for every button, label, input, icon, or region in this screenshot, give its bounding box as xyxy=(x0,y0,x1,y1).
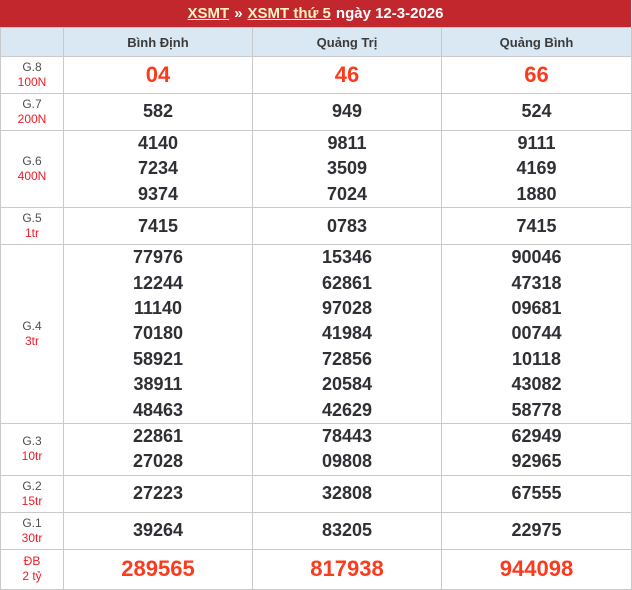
title-separator: » xyxy=(234,5,243,22)
result-cell xyxy=(253,131,442,208)
prize-row-g3 xyxy=(1,424,632,476)
prize-row-db xyxy=(1,549,632,589)
prize-label-cell xyxy=(1,94,64,131)
result-number: 15346 xyxy=(321,247,373,268)
result-number: 66 xyxy=(524,62,549,87)
result-number: 58921 xyxy=(132,348,184,369)
xsmt-day-link[interactable]: XSMT thứ 5 xyxy=(247,5,331,22)
result-number: 524 xyxy=(521,101,552,122)
column-header-quang-tri: Quảng Trị xyxy=(253,28,442,57)
result-cell xyxy=(253,424,442,476)
prize-name: G.4 xyxy=(22,319,42,334)
prize-amount: 400N xyxy=(17,169,47,184)
result-number: 27223 xyxy=(132,483,184,504)
prize-row-g8 xyxy=(1,57,632,94)
prize-label-cell xyxy=(1,131,64,208)
result-number: 7415 xyxy=(516,215,557,236)
prize-name: G.2 xyxy=(22,478,42,493)
result-number: 944098 xyxy=(499,556,574,582)
prize-label-cell xyxy=(1,57,64,94)
result-number: 10118 xyxy=(511,348,562,369)
prize-label-cell xyxy=(1,208,64,245)
result-number: 817938 xyxy=(310,556,384,582)
result-number: 27028 xyxy=(132,451,184,472)
result-cell xyxy=(442,57,632,94)
result-number: 7415 xyxy=(137,215,179,236)
prize-row-g4 xyxy=(1,245,632,424)
prize-name: G.1 xyxy=(22,515,42,530)
results-table xyxy=(0,27,632,590)
result-number: 9111 xyxy=(517,133,556,153)
result-cell xyxy=(64,549,253,589)
result-number: 9811 xyxy=(327,133,367,153)
prize-row-g1 xyxy=(1,512,632,549)
result-number: 38911 xyxy=(133,374,183,395)
result-cell xyxy=(64,475,253,512)
result-cell xyxy=(253,512,442,549)
table-header-row xyxy=(1,28,632,57)
result-number: 62949 xyxy=(511,426,562,447)
prize-label-cell xyxy=(1,424,64,476)
result-cell xyxy=(442,512,632,549)
result-cell xyxy=(442,475,632,512)
result-number: 58778 xyxy=(511,399,562,420)
prize-row-g6 xyxy=(1,131,632,208)
prize-name: G.3 xyxy=(22,434,42,449)
result-number: 09681 xyxy=(511,298,562,319)
result-number: 949 xyxy=(331,101,363,122)
result-cell xyxy=(64,424,253,476)
result-number: 4140 xyxy=(137,133,179,153)
result-cell xyxy=(253,475,442,512)
result-number: 92965 xyxy=(511,451,562,472)
result-number: 42629 xyxy=(321,399,373,420)
result-number: 48463 xyxy=(132,399,184,420)
result-number: 11140 xyxy=(133,298,183,319)
result-number: 72856 xyxy=(321,348,373,369)
result-cell xyxy=(64,512,253,549)
result-number: 46 xyxy=(334,62,360,87)
prize-label-cell xyxy=(1,549,64,589)
result-number: 1880 xyxy=(516,183,557,204)
result-number: 582 xyxy=(142,101,174,122)
prize-name: G.6 xyxy=(22,154,42,169)
result-number: 43082 xyxy=(511,374,562,395)
prize-name: G.5 xyxy=(22,211,42,226)
result-number: 83205 xyxy=(321,520,373,541)
result-number: 04 xyxy=(145,62,171,87)
prize-row-g5 xyxy=(1,208,632,245)
title-date-text: ngày 12-3-2026 xyxy=(335,5,444,22)
prize-label-cell xyxy=(1,512,64,549)
result-number: 4169 xyxy=(516,158,557,179)
result-number: 90046 xyxy=(511,247,562,268)
prize-amount: 3tr xyxy=(24,334,39,349)
result-cell xyxy=(64,94,253,131)
result-number: 39264 xyxy=(132,520,184,541)
result-cell xyxy=(253,94,442,131)
result-cell xyxy=(442,549,632,589)
prize-amount: 30tr xyxy=(21,530,43,545)
result-number: 3509 xyxy=(326,158,368,179)
xsmt-link[interactable]: XSMT xyxy=(187,5,230,22)
result-cell xyxy=(253,57,442,94)
prize-amount: 10tr xyxy=(21,449,43,464)
prize-amount: 2 tỷ xyxy=(22,569,42,584)
result-cell xyxy=(253,208,442,245)
prize-amount: 100N xyxy=(17,75,47,89)
result-number: 97028 xyxy=(321,298,373,319)
result-cell xyxy=(442,208,632,245)
result-number: 12244 xyxy=(132,272,184,293)
prize-label-cell xyxy=(1,245,64,424)
result-number: 78443 xyxy=(321,426,373,447)
prize-name: G.7 xyxy=(22,97,42,111)
prize-amount: 15tr xyxy=(21,493,43,508)
result-cell xyxy=(442,94,632,131)
column-header-quang-binh: Quảng Bình xyxy=(442,28,632,57)
result-number: 32808 xyxy=(321,483,373,504)
result-number: 62861 xyxy=(321,272,373,293)
result-number: 09808 xyxy=(321,451,373,472)
result-number: 67555 xyxy=(511,483,562,504)
result-number: 22975 xyxy=(511,520,562,541)
prize-amount: 1tr xyxy=(24,226,39,241)
result-number: 289565 xyxy=(121,556,195,582)
result-number: 0783 xyxy=(326,215,368,236)
result-cell xyxy=(442,131,632,208)
result-cell xyxy=(64,57,253,94)
result-number: 47318 xyxy=(511,272,562,293)
prize-name: ĐB xyxy=(23,554,41,569)
prize-name: G.8 xyxy=(22,60,42,74)
result-cell xyxy=(64,131,253,208)
prize-row-g2 xyxy=(1,475,632,512)
result-number: 7234 xyxy=(137,158,179,179)
result-cell xyxy=(442,424,632,476)
result-cell xyxy=(442,245,632,424)
result-number: 7024 xyxy=(326,183,368,204)
prize-amount: 200N xyxy=(17,112,47,126)
column-header-binh-dinh: Bình Định xyxy=(64,28,253,57)
result-number: 00744 xyxy=(511,323,562,344)
result-cell xyxy=(253,245,442,424)
prize-label-cell xyxy=(1,475,64,512)
page-title xyxy=(0,0,631,27)
result-number: 20584 xyxy=(321,374,373,395)
result-number: 22861 xyxy=(132,426,184,447)
result-number: 70180 xyxy=(132,323,184,344)
prize-column-header xyxy=(1,28,64,57)
result-cell xyxy=(253,549,442,589)
results-table-body xyxy=(1,57,632,590)
result-number: 9374 xyxy=(137,183,179,204)
result-number: 41984 xyxy=(321,323,373,344)
prize-row-g7 xyxy=(1,94,632,131)
result-cell xyxy=(64,245,253,424)
result-cell xyxy=(64,208,253,245)
result-number: 77976 xyxy=(132,247,184,268)
